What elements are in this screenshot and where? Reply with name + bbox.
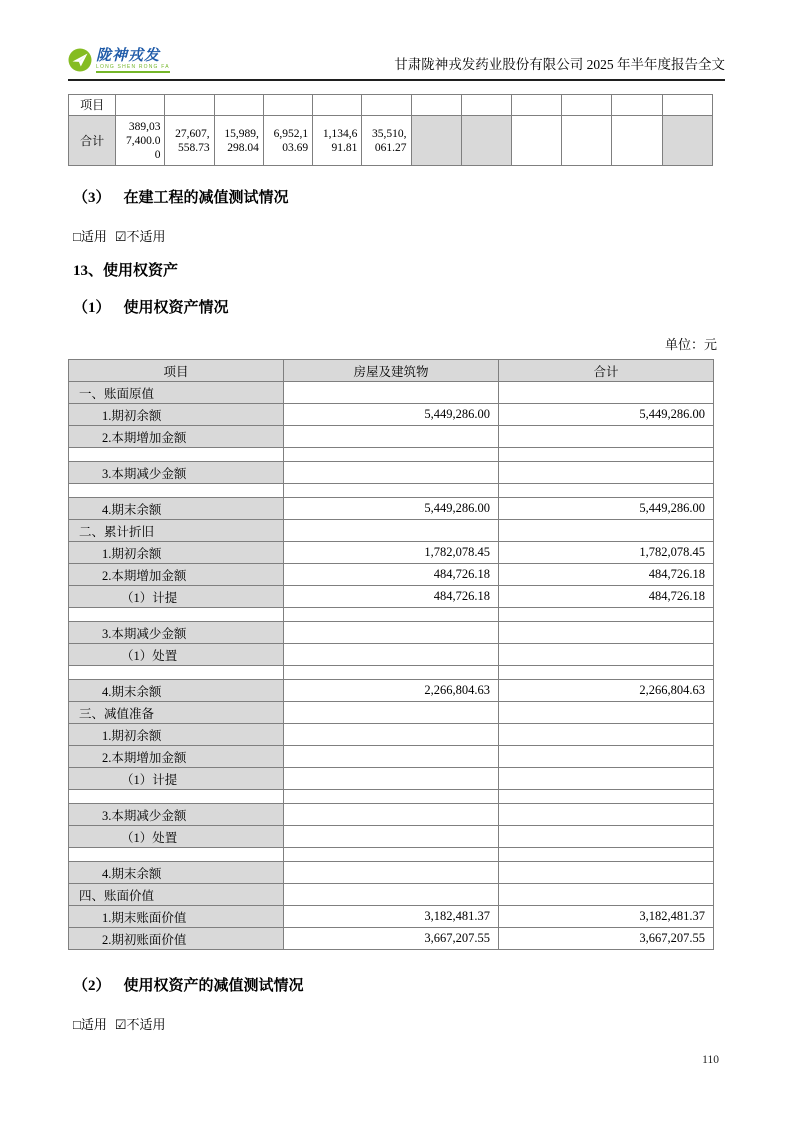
company-logo [68,48,170,73]
table-row [69,542,714,564]
buildings-value-cell: 484,726.18 [284,564,499,586]
row-label-cell: 3.本期减少金额 [69,622,284,644]
checkbox-checked-icon: ☑ [114,229,127,244]
top-table-empty-header-cell [362,95,411,116]
row-label-cell: （1）处置 [69,644,284,666]
buildings-value-cell: 5,449,286.00 [284,498,499,520]
applicability-line-cip [68,226,725,245]
total-value-cell: 2,266,804.63 [499,680,714,702]
carryover-summary-table [68,94,713,166]
buildings-value-cell: 3,667,207.55 [284,928,499,950]
row-label-cell: （1）处置 [69,826,284,848]
row-label-cell: 1.期初余额 [69,724,284,746]
brand-name-en: LONG SHEN RONG FA [96,64,170,73]
table-spacer-row [69,848,714,862]
total-value-cell: 3,182,481.37 [499,906,714,928]
table-row [69,498,714,520]
total-value-cell [499,644,714,666]
row-label-cell: （1）计提 [69,586,284,608]
table-row [69,426,714,448]
row-label-cell [69,608,284,622]
table-spacer-row [69,484,714,498]
buildings-value-cell [284,520,499,542]
not-applicable-label: 不适用 [126,1017,166,1032]
buildings-value-cell [284,462,499,484]
top-table-empty-header-cell [562,95,612,116]
top-table-empty-header-cell [116,95,165,116]
row-label-cell: 4.期末余额 [69,680,284,702]
row-label-cell [69,448,284,462]
row-label-cell: 2.本期增加金额 [69,426,284,448]
total-value-cell: 5,449,286.00 [499,404,714,426]
row-label-cell: 3.本期减少金额 [69,804,284,826]
buildings-value-cell: 3,182,481.37 [284,906,499,928]
top-table-trailing-cell [461,116,511,166]
applicable-label: 适用 [80,1017,107,1032]
buildings-value-cell [284,790,499,804]
table-row [69,884,714,906]
table-row [69,520,714,542]
row-label-cell: 2.本期增加金额 [69,746,284,768]
section-number: （1） [73,300,111,316]
total-value-cell [499,426,714,448]
table-spacer-row [69,608,714,622]
total-value-cell [499,862,714,884]
checkbox-checked-icon: ☑ [114,1017,127,1032]
table-row [69,746,714,768]
section-title: 使用权资产的减值测试情况 [123,978,304,994]
buildings-value-cell [284,862,499,884]
row-label-cell: （1）计提 [69,768,284,790]
total-value-cell [499,382,714,404]
row-label-cell: 4.期末余额 [69,498,284,520]
row-label-cell [69,848,284,862]
section-title: 使用权资产 [103,263,179,279]
total-value-cell [499,448,714,462]
table-row [69,564,714,586]
row-label-cell: 1.期初余额 [69,404,284,426]
buildings-value-cell [284,382,499,404]
top-table-total-value: 15,989,298.04 [214,116,263,166]
total-value-cell: 5,449,286.00 [499,498,714,520]
total-value-cell [499,848,714,862]
table-spacer-row [69,790,714,804]
total-value-cell: 484,726.18 [499,586,714,608]
column-header-0: 项目 [69,360,284,382]
row-label-cell [69,666,284,680]
top-table-empty-header-cell [612,95,662,116]
checkbox-unchecked-icon: □ [73,1017,81,1032]
table-row [69,724,714,746]
page-header [68,48,725,81]
column-header-2: 合计 [499,360,714,382]
row-label-cell: 四、账面价值 [69,884,284,906]
table-row [69,928,714,950]
buildings-value-cell: 5,449,286.00 [284,404,499,426]
checkbox-unchecked-icon: □ [73,229,81,244]
top-table-header-item: 项目 [69,95,116,116]
table-row [69,680,714,702]
total-value-cell: 484,726.18 [499,564,714,586]
logo-bird-icon [68,48,92,72]
top-table-empty-header-cell [263,95,312,116]
page-number: 110 [702,1054,719,1066]
rou-asset-table [68,359,714,950]
row-label-cell [69,790,284,804]
applicable-label: 适用 [80,229,107,244]
buildings-value-cell [284,884,499,906]
total-value-cell [499,484,714,498]
section-heading-cip-impairment [68,189,725,207]
row-label-cell: 1.期末账面价值 [69,906,284,928]
top-table-total-value: 6,952,103.69 [263,116,312,166]
unit-note: 单位：元 [664,337,717,352]
total-value-cell [499,804,714,826]
row-label-cell: 二、累计折旧 [69,520,284,542]
not-applicable-label: 不适用 [126,229,166,244]
top-table-trailing-cell [562,116,612,166]
buildings-value-cell [284,622,499,644]
section-title: 使用权资产情况 [123,300,229,316]
top-table-empty-header-cell [165,95,214,116]
row-label-cell: 4.期末余额 [69,862,284,884]
total-value-cell [499,826,714,848]
row-label-cell: 一、账面原值 [69,382,284,404]
table-row [69,906,714,928]
column-header-1: 房屋及建筑物 [284,360,499,382]
table-row [69,462,714,484]
buildings-value-cell [284,746,499,768]
section-heading-rou-impairment [68,977,725,995]
table-spacer-row [69,666,714,680]
buildings-value-cell: 484,726.18 [284,586,499,608]
total-value-cell [499,724,714,746]
buildings-value-cell [284,644,499,666]
top-table-total-value: 35,510,061.27 [362,116,411,166]
top-table-total-value: 27,607,558.73 [165,116,214,166]
top-table-trailing-cell [411,116,461,166]
table-row [69,644,714,666]
table-spacer-row [69,448,714,462]
top-table-total-value: 389,037,400.00 [116,116,165,166]
applicability-line-rou [68,1014,725,1033]
buildings-value-cell: 2,266,804.63 [284,680,499,702]
buildings-value-cell [284,768,499,790]
buildings-value-cell [284,804,499,826]
buildings-value-cell [284,448,499,462]
section-number: （3） [73,190,111,206]
top-table-empty-header-cell [214,95,263,116]
row-label-cell: 三、减值准备 [69,702,284,724]
row-label-cell: 2.本期增加金额 [69,564,284,586]
top-table-empty-header-cell [511,95,561,116]
table-row [69,586,714,608]
section-heading-rou-detail [68,299,725,317]
row-label-cell [69,484,284,498]
total-value-cell [499,702,714,724]
brand-name-cn: 陇神戎发 [96,47,161,64]
buildings-value-cell [284,848,499,862]
total-value-cell: 1,782,078.45 [499,542,714,564]
top-table-trailing-cell [511,116,561,166]
buildings-value-cell [284,826,499,848]
table-row [69,826,714,848]
total-value-cell [499,622,714,644]
buildings-value-cell: 1,782,078.45 [284,542,499,564]
buildings-value-cell [284,666,499,680]
buildings-value-cell [284,484,499,498]
section-heading-rou-assets [68,262,725,280]
table-row [69,622,714,644]
row-label-cell: 2.期初账面价值 [69,928,284,950]
table-row [69,804,714,826]
total-value-cell [499,608,714,622]
row-label-cell: 1.期初余额 [69,542,284,564]
top-table-trailing-cell [662,116,712,166]
table-row [69,768,714,790]
table-row [69,382,714,404]
top-table-empty-header-cell [313,95,362,116]
total-value-cell [499,666,714,680]
row-label-cell: 3.本期减少金额 [69,462,284,484]
total-value-cell [499,520,714,542]
table-row [69,702,714,724]
section-number: （2） [73,978,111,994]
top-table-total-value: 1,134,691.81 [313,116,362,166]
buildings-value-cell [284,724,499,746]
total-value-cell [499,462,714,484]
table-row [69,404,714,426]
top-table-trailing-cell [612,116,662,166]
buildings-value-cell [284,426,499,448]
total-value-cell: 3,667,207.55 [499,928,714,950]
top-table-empty-header-cell [662,95,712,116]
top-table-empty-header-cell [411,95,461,116]
document-title: 甘肃陇神戎发药业股份有限公司 2025 年半年度报告全文 [394,57,725,72]
total-value-cell [499,884,714,906]
table-row [69,862,714,884]
top-table-total-label: 合计 [69,116,116,166]
total-value-cell [499,746,714,768]
top-table-empty-header-cell [461,95,511,116]
total-value-cell [499,790,714,804]
buildings-value-cell [284,702,499,724]
buildings-value-cell [284,608,499,622]
section-number: 13、 [73,263,104,279]
section-title: 在建工程的减值测试情况 [123,190,289,206]
total-value-cell [499,768,714,790]
